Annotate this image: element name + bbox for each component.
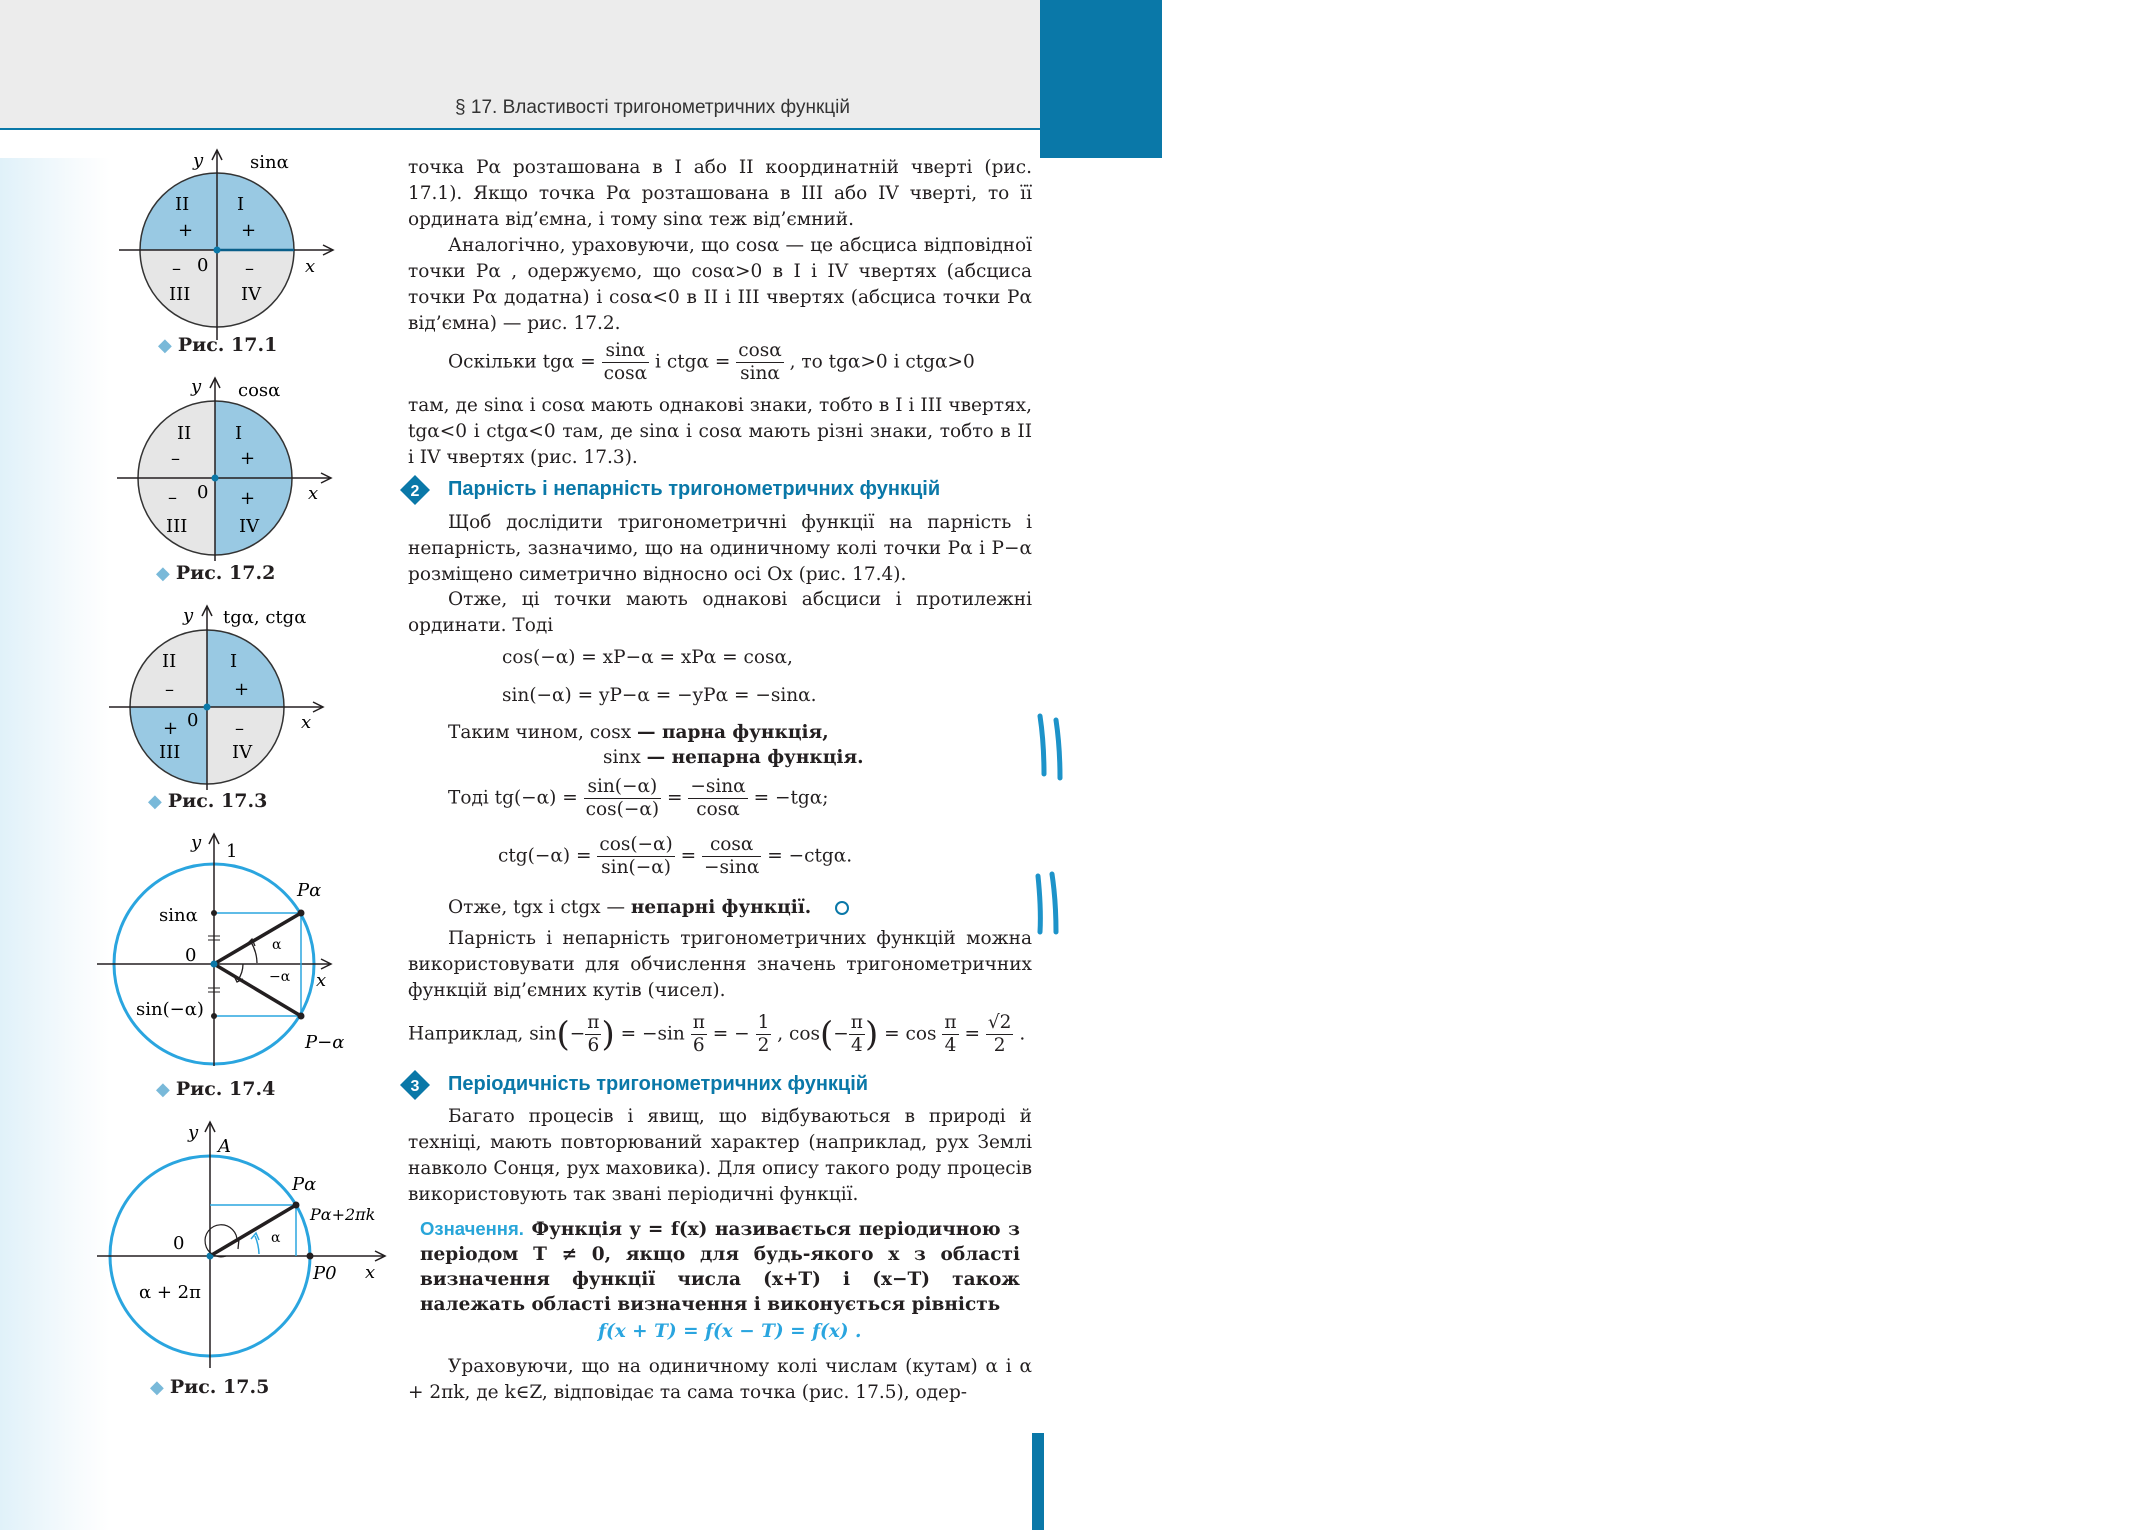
point-p-alpha bbox=[298, 910, 305, 917]
equation-sin-neg: sin(−α) = yP−α = −yPα = −sinα. bbox=[502, 685, 817, 706]
definition-text: Функція y = f(x) називається періодичною з періодом T ≠ 0, якщо для будь-якого x з області визначення функції числа (x+T) і (x−T) також належать області визначення і виконується рівність bbox=[420, 1219, 1020, 1315]
margin-mark-icon bbox=[1034, 712, 1074, 782]
y-label: y bbox=[188, 1122, 199, 1143]
quadrant-I: I bbox=[230, 651, 238, 672]
diamond-icon: ◆ bbox=[158, 335, 172, 356]
p-alpha-label: Pα bbox=[297, 880, 322, 901]
neg-alpha-angle-label: −α bbox=[269, 969, 291, 985]
sign-III: – bbox=[168, 487, 177, 508]
func-label: sinα bbox=[250, 152, 289, 173]
origin-label: 0 bbox=[197, 482, 209, 503]
radius-p-alpha bbox=[210, 1205, 296, 1256]
quadrant-I: I bbox=[235, 423, 243, 444]
caption-17-3: ◆ Рис. 17.3 bbox=[148, 790, 268, 812]
margin-mark-icon bbox=[1028, 870, 1068, 940]
page-number-box bbox=[1040, 0, 2129, 158]
diamond-icon: ◆ bbox=[156, 1079, 170, 1100]
diamond-icon: ◆ bbox=[150, 1377, 164, 1398]
quadrant-I: I bbox=[237, 194, 245, 215]
one-label: 1 bbox=[226, 841, 238, 862]
point-p-alpha bbox=[293, 1202, 300, 1209]
equation-tg-neg: Тоді tg(−α) = $\frac{\sin(-\alpha)}{\cos(-\alpha)}$ = $\frac{-\sin\alpha}{\cos\alpha}$ = −tgα; bbox=[448, 776, 829, 820]
paragraph-4: там, де sinα і cosα мають однакові знаки, тобто в I і III чвертях, tgα<0 і ctgα<0 там, де sinα і cosα мають різні знаки, тобто в II і IV чвертях (рис. 17.3). bbox=[408, 395, 1032, 468]
example-line: Наприклад, sin(− $\frac{\pi}{6}$ ) = −sin $\frac{\pi}{6}$ = − $\frac{1}{2}$ , cos(− $\frac{\pi}{4}$ ) = cos $\frac{\pi}{4}$ = $\frac{√2}{2}$ . bbox=[408, 1012, 1026, 1056]
sign-IV: – bbox=[235, 718, 244, 739]
section-2-badge bbox=[400, 475, 430, 505]
section-3-title: Періодичність тригонометричних функцій bbox=[448, 1073, 869, 1095]
figure-17-2 bbox=[95, 376, 395, 561]
alpha-angle-label: α bbox=[271, 1230, 281, 1246]
page-header bbox=[0, 0, 1040, 130]
paragraph-9: Парність і непарність тригонометричних функцій можна використовувати для обчислення значень тригонометричних функцій від’ємних кутів (чисел). bbox=[408, 928, 1032, 1001]
p-neg-alpha-label: P−α bbox=[305, 1032, 345, 1053]
paragraph-6: Отже, ці точки мають однакові абсциси і протилежні ординати. Тоді bbox=[408, 589, 1032, 636]
equation-ctg-neg: ctg(−α) = $\frac{\cos(-\alpha)}{\sin(-\alpha)}$ = $\frac{\cos\alpha}{-\sin\alpha}$ = −ctgα. bbox=[498, 834, 853, 878]
svg-text:3: 3 bbox=[410, 1078, 420, 1095]
caption-17-2: ◆ Рис. 17.2 bbox=[156, 562, 276, 584]
svg-text:2: 2 bbox=[410, 483, 420, 500]
diamond-icon: ◆ bbox=[148, 791, 162, 812]
quadrant-IV: IV bbox=[239, 516, 260, 537]
right-edge-bar bbox=[1032, 1433, 1044, 1530]
periodicity-formula: f(x + T) = f(x − T) = f(x) . bbox=[598, 1321, 862, 1342]
x-label: x bbox=[305, 256, 316, 277]
quadrant-II: II bbox=[162, 651, 177, 672]
quadrant-IV: IV bbox=[232, 742, 253, 763]
sin-neg-alpha-label: sin(−α) bbox=[136, 999, 204, 1020]
p-alpha-label: Pα bbox=[292, 1174, 317, 1195]
quadrant-III: III bbox=[159, 742, 181, 763]
section-3-badge bbox=[400, 1070, 430, 1100]
paragraph-2: Аналогічно, ураховуючи, що cosα — це абсциса відповідної точки Pα , одержуємо, що cosα>0 в I і IV чвертях (абсциса точки Pα додатна) і cosα<0 в II і III чвертях (абсциса точки Pα від’ємна) — рис. 17.2. bbox=[408, 235, 1032, 334]
sign-I: + bbox=[234, 679, 250, 700]
header-title: § 17. Властивості тригонометричних функцій bbox=[455, 97, 850, 118]
y-label: y bbox=[193, 150, 204, 171]
equation-cos-neg: cos(−α) = xP−α = xPα = cosα, bbox=[502, 647, 793, 668]
fraction: $\frac{\cos\alpha}{\sin\alpha}$ bbox=[738, 340, 782, 384]
caption-17-4: ◆ Рис. 17.4 bbox=[156, 1078, 276, 1100]
x-label: x bbox=[365, 1262, 376, 1283]
definition-heading: Означення. bbox=[420, 1218, 524, 1239]
x-label: x bbox=[308, 483, 319, 504]
definition-block bbox=[420, 1216, 1020, 1317]
y-label: y bbox=[191, 832, 202, 853]
sign-IV: – bbox=[245, 258, 254, 279]
figure-17-4 bbox=[95, 830, 395, 1075]
sign-I: + bbox=[241, 220, 257, 241]
tg-ctg-odd-line: Отже, tgx і ctgx — непарні функції. bbox=[448, 897, 851, 918]
fraction: $\frac{\sin\alpha}{\cos\alpha}$ bbox=[603, 340, 648, 384]
sign-II: – bbox=[171, 448, 180, 469]
figure-17-5 bbox=[95, 1118, 395, 1373]
paragraph-10: Багато процесів і явищ, що відбуваються в природі й техніці, мають повторюваний характер (наприклад, рух Землі навколо Сонця, рух маховика). Для опису такого роду процесів використовують так звані періодичні функції. bbox=[408, 1106, 1032, 1205]
y-label: y bbox=[191, 376, 202, 397]
sidebar-background bbox=[0, 158, 110, 1530]
alpha-angle-label: α bbox=[272, 937, 282, 953]
section-2-title: Парність і непарність тригонометричних функцій bbox=[448, 478, 941, 500]
quadrant-II: II bbox=[177, 423, 192, 444]
sign-I: + bbox=[240, 448, 256, 469]
a-label: A bbox=[218, 1136, 231, 1157]
func-label: tgα, ctgα bbox=[223, 607, 307, 628]
origin-label: 0 bbox=[197, 255, 209, 276]
p-alpha-2pik-label: Pα+2πk bbox=[310, 1205, 376, 1224]
origin-label: 0 bbox=[187, 710, 199, 731]
sign-III: + bbox=[163, 718, 179, 739]
point-p-neg-alpha bbox=[298, 1013, 305, 1020]
quadrant-III: III bbox=[169, 284, 191, 305]
sign-III: – bbox=[172, 258, 181, 279]
x-label: x bbox=[301, 712, 312, 733]
quadrant-II: II bbox=[175, 194, 190, 215]
p0-label: P0 bbox=[313, 1263, 337, 1284]
page-number: 107 bbox=[2092, 100, 2129, 125]
end-of-proof-icon bbox=[833, 899, 851, 917]
y-label: y bbox=[183, 605, 194, 626]
paragraph-11: Ураховуючи, що на одиничному колі числам (кутам) α і α + 2πk, де k∈Z, відповідає та сама точка (рис. 17.5), одер- bbox=[408, 1356, 1032, 1403]
sign-II: – bbox=[165, 679, 174, 700]
origin-label: 0 bbox=[185, 945, 197, 966]
quadrant-III: III bbox=[166, 516, 188, 537]
figure-17-3 bbox=[95, 604, 395, 789]
x-label: x bbox=[316, 970, 327, 991]
caption-17-1: ◆ Рис. 17.1 bbox=[158, 334, 278, 356]
alpha-2pi-label: α + 2π bbox=[139, 1282, 201, 1303]
sign-II: + bbox=[178, 220, 194, 241]
quadrant-IV: IV bbox=[241, 284, 262, 305]
caption-17-5: ◆ Рис. 17.5 bbox=[150, 1376, 270, 1398]
func-label: cosα bbox=[238, 380, 281, 401]
sign-IV: + bbox=[240, 488, 256, 509]
sin-alpha-label: sinα bbox=[159, 905, 198, 926]
sin-odd-line: sinx — непарна функція. bbox=[603, 747, 864, 768]
paragraph-1: точка Pα розташована в I або II координатній чверті (рис. 17.1). Якщо точка Pα розташована в III або IV чверті, то її ордината від’ємна, і тому sinα теж від’ємний. bbox=[408, 157, 1032, 230]
tg-ctg-definition: Оскільки tgα = $\frac{\sin\alpha}{\cos\alpha}$ і ctgα = $\frac{\cos\alpha}{\sin\alpha}$ , то tgα>0 і ctgα>0 bbox=[448, 340, 975, 384]
point-p0 bbox=[307, 1253, 314, 1260]
figure-17-1 bbox=[95, 148, 395, 333]
radius-p-alpha bbox=[214, 913, 301, 964]
origin-label: 0 bbox=[173, 1233, 185, 1254]
paragraph-5: Щоб дослідити тригонометричні функції на парність і непарність, зазначимо, що на одиничному колі точки Pα і P−α розміщено симетрично відносно осі Ox (рис. 17.4). bbox=[408, 512, 1032, 585]
diamond-icon: ◆ bbox=[156, 563, 170, 584]
cos-even-line: Таким чином, cosx — парна функція, bbox=[448, 722, 829, 743]
